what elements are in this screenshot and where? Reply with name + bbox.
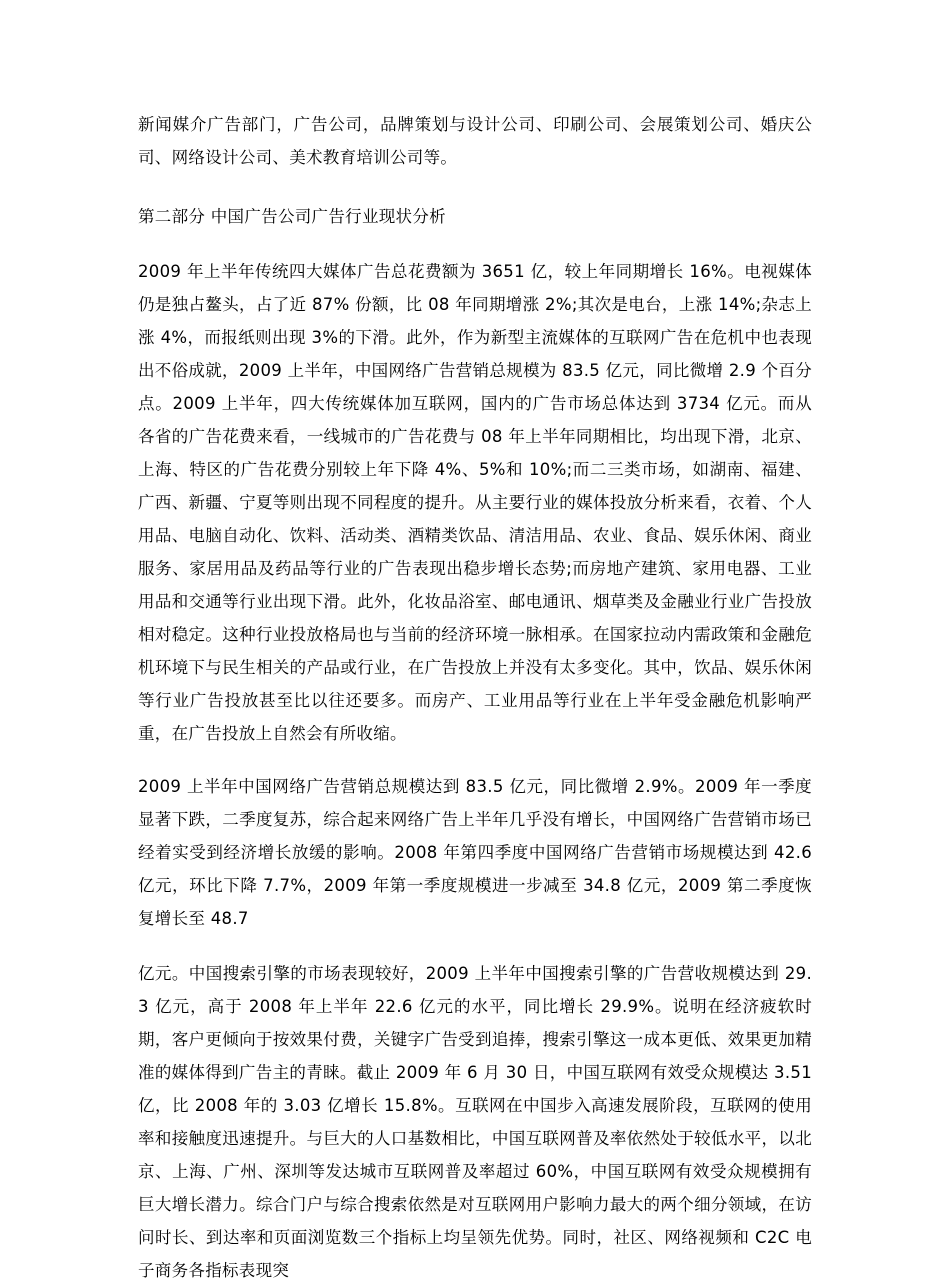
section-heading: 第二部分 中国广告公司广告行业现状分析 <box>138 207 446 226</box>
paragraph-online-ad-scale: 2009 上半年中国网络广告营销总规模达到 83.5 亿元，同比微增 2.9%。2009 年一季度显著下跌，二季度复苏，综合起来网络广告上半年几乎没有增长，中国网络广告营销市场已经着实受到经济增长放缓的影响。2008 年第四季度中国网络广告营销市场规模达到 42.6 亿元，环比下降 7.7%，2009 年第一季度规模进一步减至 34.8 亿元，2009 第二季度恢复增长至 48.7 <box>138 777 812 928</box>
paragraph-market-overview: 2009 年上半年传统四大媒体广告总花费额为 3651 亿，较上年同期增长 16%。电视媒体仍是独占鳌头，占了近 87% 份额，比 08 年同期增涨 2%;其次是电台，上涨 14%;杂志上涨 4%，而报纸则出现 3%的下滑。此外，作为新型主流媒体的互联网广告在危机中也表现出不俗成就，2009 上半年，中国网络广告营销总规模为 83.5 亿元，同比微增 2.9 个百分点。2009 上半年，四大传统媒体加互联网，国内的广告市场总体达到 3734 亿元。而从各省的广告花费来看，一线城市的广告花费与 08 年上半年同期相比，均出现下滑，北京、上海、特区的广告花费分别较上年下降 4%、5%和 10%;而二三类市场，如湖南、福建、广西、新疆、宁夏等则出现不同程度的提升。从主要行业的媒体投放分析来看，衣着、个人用品、电脑自动化、饮料、活动类、酒精类饮品、清洁用品、农业、食品、娱乐休闲、商业服务、家居用品及药品等行业的广告表现出稳步增长态势;而房地产建筑、家用电器、工业用品和交通等行业出现下滑。此外，化妆品浴室、邮电通讯、烟草类及金融业行业广告投放相对稳定。这种行业投放格局也与当前的经济环境一脉相承。在国家拉动内需政策和金融危机环境下与民生相关的产品或行业，在广告投放上并没有太多变化。其中，饮品、娱乐休闲等行业广告投放甚至比以往还要多。而房产、工业用品等行业在上半年受金融危机影响严重，在广告投放上自然会有所收缩。 <box>138 262 812 743</box>
paragraph-intro-list: 新闻媒介广告部门，广告公司，品牌策划与设计公司、印刷公司、会展策划公司、婚庆公司、网络设计公司、美术教育培训公司等。 <box>138 115 812 167</box>
paragraph-search-engine-analysis: 亿元。中国搜索引擎的市场表现较好，2009 上半年中国搜索引擎的广告营收规模达到 29.3 亿元，高于 2008 年上半年 22.6 亿元的水平，同比增长 29.9%。说明在经济疲软时期，客户更倾向于按效果付费，关键字广告受到追捧，搜索引擎这一成本更低、效果更加精准的媒体得到广告主的青睐。截止 2009 年 6 月 30 日，中国互联网有效受众规模达 3.51 亿，比 2008 年的 3.03 亿增长 15.8%。互联网在中国步入高速发展阶段，互联网的使用率和接触度迅速提升。与巨大的人口基数相比，中国互联网普及率依然处于较低水平，以北京、上海、广州、深圳等发达城市互联网普及率超过 60%，中国互联网有效受众规模拥有巨大增长潜力。综合门户与综合搜索依然是对互联网用户影响力最大的两个细分领域，在访问时长、到达率和页面浏览数三个指标上均呈领先优势。同时，社区、网络视频和 C2C 电子商务各指标表现突 <box>138 964 812 1280</box>
